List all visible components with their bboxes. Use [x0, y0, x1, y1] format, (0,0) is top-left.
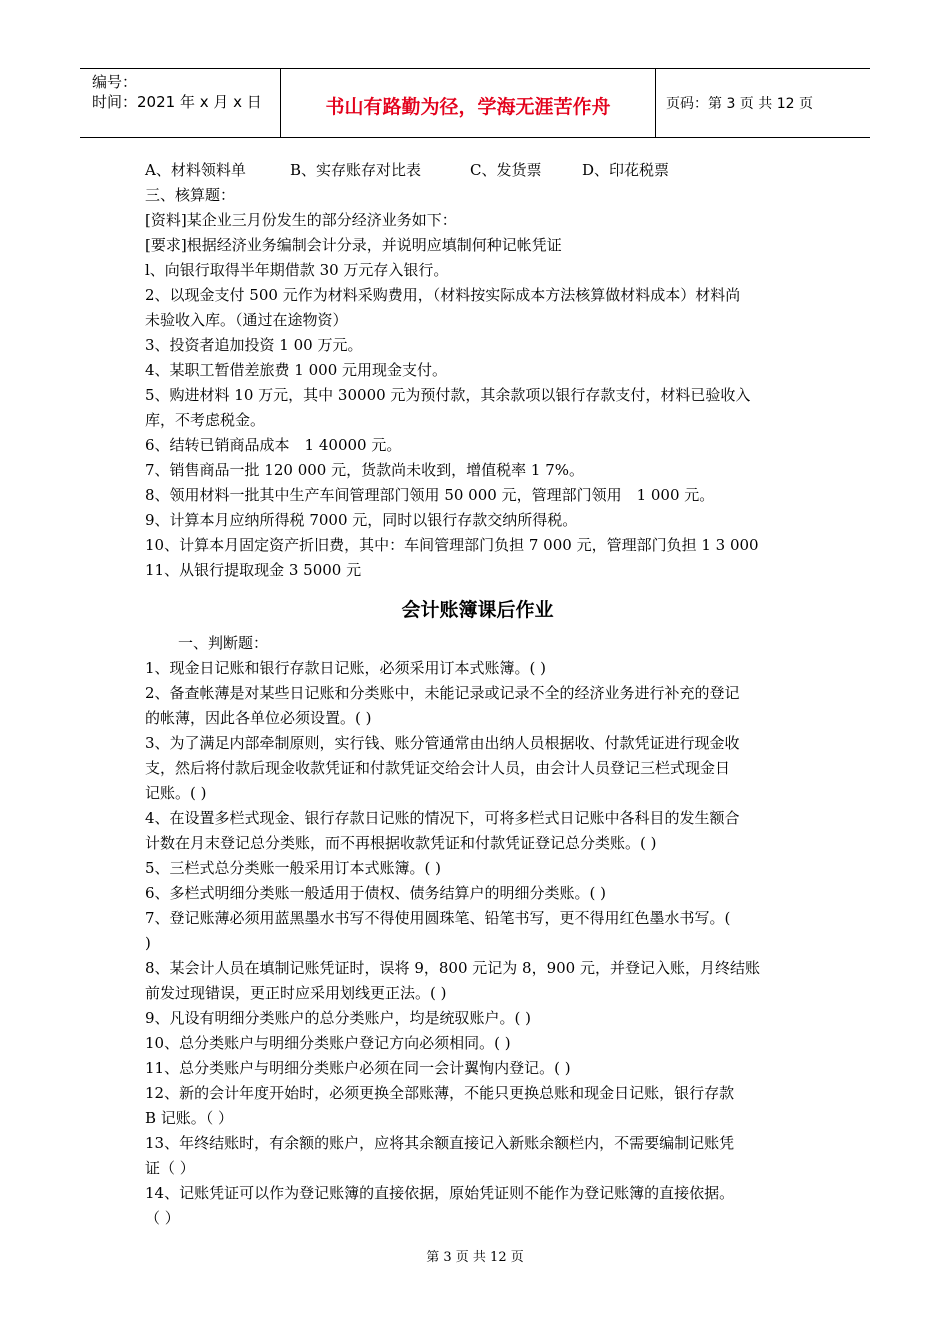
- judgment-question-line: 9、凡设有明细分类账户的总分类账户，均是统驭账户。( ): [145, 1009, 532, 1027]
- header-meta: [80, 69, 280, 137]
- question-line: 6、结转已销商品成本 1 40000 元。: [145, 436, 402, 454]
- judgment-question-line: 记账。( ): [145, 784, 207, 802]
- question-line: 10、计算本月固定资产折旧费，其中：车间管理部门负担 7 000 元，管理部门负担 1 3 000: [145, 536, 759, 554]
- judgment-question-line: 6、多栏式明细分类账一般适用于债权、债务结算户的明细分类账。( ): [145, 884, 607, 902]
- homework-subheading: 一、判断题：: [178, 634, 269, 652]
- part3-items: [145, 258, 810, 583]
- judgment-question-line: 3、为了满足内部牵制原则，实行钱、账分管通常由出纳人员根据收、付款凭证进行现金收: [145, 734, 740, 752]
- header-page-info: 页码：第 3 页 共 12 页: [666, 96, 813, 112]
- judgment-question-line: 1、现金日记账和银行存款日记账，必须采用订本式账簿。( ): [145, 659, 547, 677]
- homework-title: 会计账簿课后作业: [401, 599, 554, 621]
- option-d: D、印花税票: [582, 161, 670, 179]
- judgment-question-line: 支，然后将付款后现金收款凭证和付款凭证交给会计人员，由会计人员登记三栏式现金日: [145, 759, 731, 777]
- question-line: 8、领用材料一批其中生产车间管理部门领用 50 000 元，管理部门领用 1 000 元。: [145, 486, 715, 504]
- judgment-question-line: 12、新的会计年度开始时，必须更换全部账薄，不能只更换总账和现金日记账，银行存款: [145, 1084, 735, 1102]
- question-line: 5、购进材料 10 万元，其中 30000 元为预付款，其余款项以银行存款支付，材料已验收入: [145, 386, 751, 404]
- question-line: 2、以现金支付 500 元作为材料采购费用，（材料按实际成本方法核算做材料成本）材料尚: [145, 286, 741, 304]
- judgment-question-line: 前发过现错误，更正时应采用划线更正法。( ): [145, 984, 447, 1002]
- question-line: l、向银行取得半年期借款 30 万元存入银行。: [145, 261, 449, 279]
- page-header: [80, 68, 870, 138]
- part3-heading: 三、核算题：: [145, 186, 236, 204]
- part3-requirement: [要求]根据经济业务编制会计分录，并说明应填制何种记帐凭证: [145, 236, 562, 254]
- judgment-question-line: 8、某会计人员在填制记账凭证时，误将 9，800 元记为 8，900 元，并登记入账，月终结账: [145, 959, 760, 977]
- judgment-question-line: 13、年终结账时，有余额的账户，应将其余额直接记入新账余额栏内，不需要编制记账凭: [145, 1134, 735, 1152]
- document-body: [145, 158, 810, 1231]
- judgment-question-line: 证（ ）: [145, 1159, 195, 1177]
- judgment-question-line: 2、备查帐薄是对某些日记账和分类账中，未能记录或记录不全的经济业务进行补充的登记: [145, 684, 740, 702]
- answer-options: [145, 158, 810, 183]
- time-label: 时间：2021 年 x 月 x 日: [92, 93, 262, 111]
- question-line: 4、某职工暂借差旅费 1 000 元用现金支付。: [145, 361, 448, 379]
- question-line: 库，不考虑税金。: [145, 411, 266, 429]
- question-line: 未验收入库。（通过在途物资）: [145, 311, 348, 329]
- question-line: 11、从银行提取现金 3 5000 元: [145, 561, 362, 579]
- part3-material: [资料]某企业三月份发生的部分经济业务如下：: [145, 211, 457, 229]
- judgment-question-line: 11、总分类账户与明细分类账户必须在同一会计翼恂内登记。( ): [145, 1059, 571, 1077]
- homework-lines: [145, 656, 810, 1231]
- option-a: A、材料领料单: [145, 161, 246, 179]
- question-line: 7、销售商品一批 120 000 元，货款尚未收到，增值税率 1 7%。: [145, 461, 584, 479]
- judgment-question-line: B 记账。（ ）: [145, 1109, 234, 1127]
- judgment-question-line: 计数在月末登记总分类账，而不再根据收款凭证和付款凭证登记总分类账。( ): [145, 834, 657, 852]
- header-motto: 书山有路勤为径，学海无涯苦作舟: [280, 69, 656, 137]
- question-line: 3、投资者追加投资 1 00 万元。: [145, 336, 363, 354]
- judgment-question-line: 10、总分类账户与明细分类账户登记方向必须相同。( ): [145, 1034, 511, 1052]
- judgment-question-line: 5、三栏式总分类账一般采用订本式账簿。( ): [145, 859, 442, 877]
- judgment-question-line: （ ）: [145, 1209, 180, 1227]
- page-footer: 第 3 页 共 12 页: [426, 1250, 524, 1265]
- option-c: C、发货票: [470, 161, 542, 179]
- judgment-question-line: 的帐薄，因此各单位必须设置。( ): [145, 709, 372, 727]
- question-line: 9、计算本月应纳所得税 7000 元，同时以银行存款交纳所得税。: [145, 511, 578, 529]
- option-b: B、实存账存对比表: [290, 161, 422, 179]
- judgment-question-line: 4、在设置多栏式现金、银行存款日记账的情况下，可将多栏式日记账中各科目的发生额合: [145, 809, 740, 827]
- judgment-question-line: ): [145, 934, 151, 952]
- number-label: 编号：: [92, 73, 138, 91]
- judgment-question-line: 7、登记账薄必须用蓝黑墨水书写不得使用圆珠笔、铅笔书写，更不得用红色墨水书写。(: [145, 909, 731, 927]
- judgment-question-line: 14、记账凭证可以作为登记账簿的直接依据，原始凭证则不能作为登记账簿的直接依据。: [145, 1184, 735, 1202]
